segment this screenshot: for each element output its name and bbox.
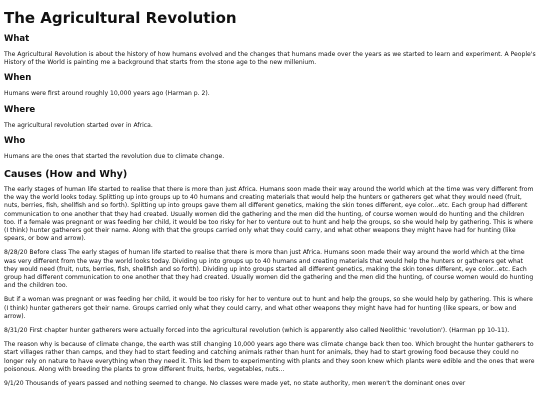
causes-paragraph-3: But if a woman was pregnant or was feeding her child, it would be too risky for her to venture out to hunt and help the groups, so she would help by gathering. This is where (I think) hunter gatherers got their name. Groups carried only what they could carry, and what other weapons they might have had for hunting (like spears, or bow and arrow). (4, 296, 533, 320)
causes-paragraph-2: 8/28/20 Before class The early stages of human life started to realise that there is more than just Africa. Humans soon made their way around the world which at the time was very different from the way the world looks today. Dividing up into groups up to 40 humans and creating materials that would help the hunters or gatherers get what they would need (fruit, nuts, berries, fish, shellfish and so forth). Dividing up into groups started all different genetics, making the skin tones different, eye color...etc. Each group had different communication to one another that they had created. Usually women did the gathering and the men did the hunting, of course women would do hunting and the children too. (4, 249, 534, 290)
section-heading-who: Who (4, 135, 26, 146)
section-text-where: The agricultural revolution started over in Africa. (4, 121, 153, 129)
section-text-who: Humans are the ones that started the revolution due to climate change. (4, 152, 225, 160)
causes-paragraph-4: 8/31/20 First chapter hunter gatherers were actually forced into the agricultural revolution (which is apparently also called Neolithic 'revolution'). (Harman pp 10-11). (4, 327, 510, 335)
section-heading-when: When (4, 73, 32, 84)
causes-paragraph-5: The reason why is because of climate change, the earth was still changing 10,000 years ago there was climate change back then too. Which brought the hunter gatherers to start villages rather than camps, and they had to start feeding and catching animals rather than hunt for animals, they had to start growing food because they could no longer rely on nature to have everything when they need it. This led them to experimenting with plants and they soon knew which plants were edible and the ones that were poisonous. Along with breeding the plants to grow different fruits, herbs, vegetables, nuts... (4, 341, 535, 373)
section-text-when: Humans were first around roughly 10,000 years ago (Harman p. 2). (4, 90, 210, 98)
section-heading-where: Where (4, 104, 36, 115)
section-heading-causes: Causes (How and Why) (4, 169, 128, 181)
section-heading-what: What (4, 34, 30, 44)
section-text-what: The Agricultural Revolution is about the history of how humans evolved and the changes that humans made over the years as we started to learn and experiment. A People's History of the World is painting me a background that starts from the stone age to the new millenium. (4, 51, 536, 67)
page-title: The Agricultural Revolution (4, 9, 237, 27)
causes-paragraph-1: The early stages of human life started to realise that there is more than just Africa. Humans soon made their way around the world which at the time was very different from the way the world looks today. Splitting up into groups up to 40 humans and creating materials that would help the hunters or gatherers get what they would need (fruit, nuts, berries, fish, shellfish and so forth). Splitting up into groups gave them all different genetics, making the skin tones different, eye color...etc. Each group had different communication to one another that they had created. Usually women did the gathering and the men did the hunting, of course women would do hunting and the children too. If a female was pregnant or was feeding her child, it would be too risky for her to venture out to hunt and help the groups, so she would help by gathering. This is where (I think) hunter gatherers got their name. Along with that the groups carried only what they could carry, and what other weapons they might have had for hunting (like spears, or bow and arrow). (4, 186, 534, 243)
causes-paragraph-6: 9/1/20 Thousands of years passed and nothing seemed to change. No classes were made yet, no state authority, men weren't the dominant ones over (4, 380, 466, 388)
